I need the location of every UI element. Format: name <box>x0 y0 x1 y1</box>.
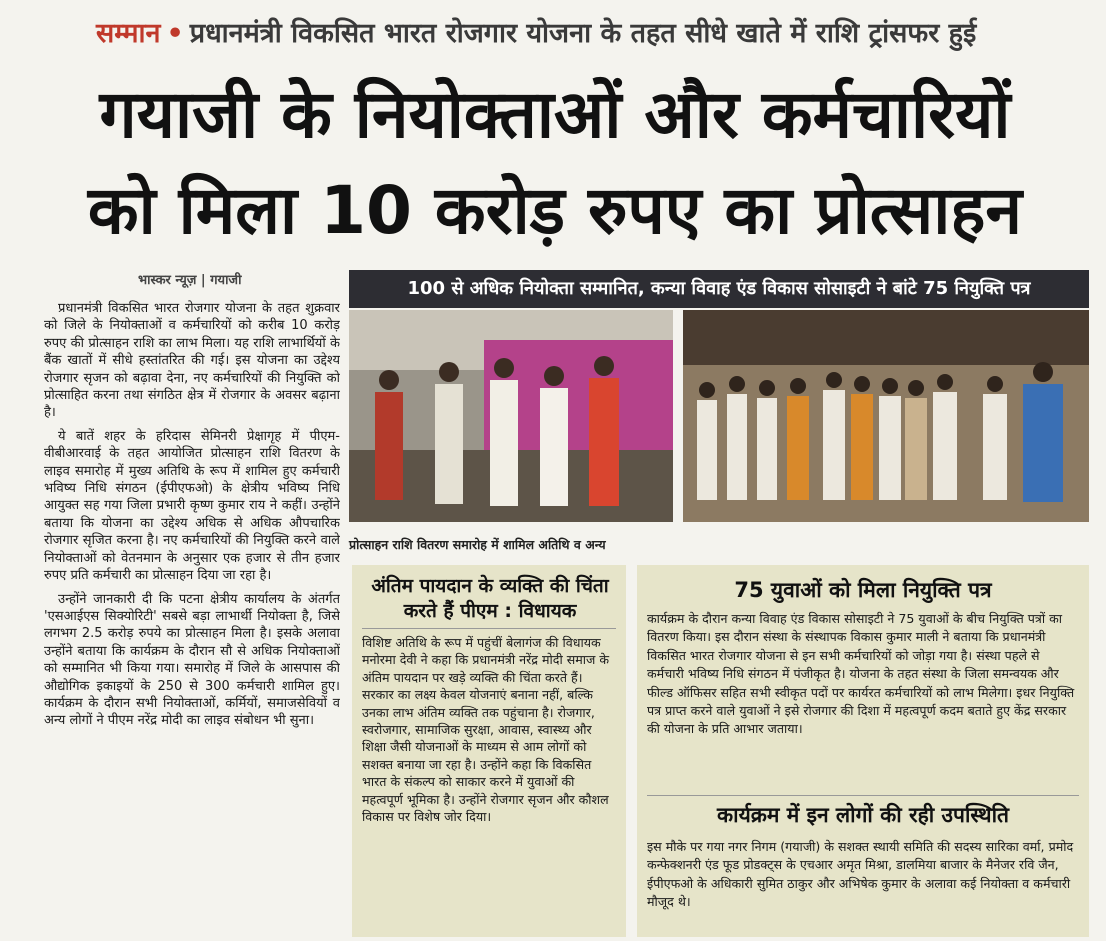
appointment-text: कार्यक्रम के दौरान कन्या विवाह एंड विकास सोसाइटी ने 75 युवाओं के बीच नियुक्ति पत्रों का वितरण किया। इस दौरान संस्था के संस्थापक विकास कुमार माली ने बताया कि प्रधानमंत्री विकसित भारत रोजगार योजना से इन सभी कर्मचारियों को जोड़ा गया है। संस्था पहले से कर्मचारी भविष्य निधि संगठन में पंजीकृत है। योजना के तहत संस्था के जिला समन्वयक और फील्ड ऑफिसर सहित सभी स्वीकृत पदों पर कार्यरत कर्मचारियों को लाभ मिलेगा। इधर नियुक्ति पत्र प्राप्त करने वाले युवाओं ने इसे रोजगार की दिशा में महत्वपूर्ण कदम बताते हुए केंद्र सरकार की योजना के प्रति आभार जताया। <box>647 611 1075 737</box>
body-paragraph: ये बातें शहर के हरिदास सेमिनरी प्रेक्षागृह में पीएम-वीबीआरवाई के तहत आयोजित प्रोत्साहन राशि वितरण के लाइव समारोह में मुख्य अतिथि के रूप में शामिल हुए कर्मचारी भविष्य निधि संगठन (ईपीएफओ) के क्षेत्रीय भविष्य निधि आयुक्त सह गया जिला प्रभारी कृष्ण कुमार राय ने कहीं। उन्होंने बताया कि योजना का उद्देश्य अधिक से अधिक औपचारिक रोजगार सृजित करना है। नए कर्मचारियों की नियुक्ति करने वाले नियोक्ताओं को वेतनमान के अनुसार एक हजार से तीन हजार रुपए प्रति कर्मचारी का प्रोत्साहन दिया जा रहा है। <box>44 428 340 584</box>
mla-sidebar-text: विशिष्ट अतिथि के रूप में पहुंचीं बेलागंज की विधायक मनोरमा देवी ने कहा कि प्रधानमंत्री नरेंद्र मोदी समाज के अंतिम पायदान पर खड़े व्यक्ति की चिंता करते हैं। सरकार का लक्ष्य केवल योजनाएं बनाना नहीं, बल्कि उनका लाभ अंतिम व्यक्ति तक पहुंचाना है। रोजगार, स्वरोजगार, सामाजिक सुरक्षा, आवास, स्वास्थ्य और शिक्षा जैसी योजनाओं के माध्यम से आम लोगों को सशक्त बनाया जा रहा है। उन्होंने कहा कि विकसित भारत के संकल्प को साकार करने में युवाओं की महत्वपूर्ण भूमिका है। उन्होंने रोजगार सृजन और कौशल विकास पर विशेष जोर दिया। <box>362 635 610 825</box>
event-photo-stage-illustration <box>349 310 673 522</box>
event-photo-audience <box>683 310 1089 522</box>
body-paragraph: प्रधानमंत्री विकसित भारत रोजगार योजना के तहत शुक्रवार को जिले के नियोक्ताओं व कर्मचारियों को करीब 10 करोड़ रुपए की प्रोत्साहन राशि का लाभ मिला। यह राशि लाभार्थियों के बैंक खातों में सीधे हस्तांतरित की गई। इस योजना का उद्देश्य रोजगार सृजन को बढ़ावा देना, नए कर्मचारियों की नियुक्ति को प्रोत्साहित करना तथा संगठित क्षेत्र में रोजगार के अवसर बढ़ाना है। <box>44 301 340 421</box>
event-photo-stage <box>349 310 673 522</box>
kicker-bullet: • <box>166 18 184 49</box>
kicker-text: प्रधानमंत्री विकसित भारत रोजगार योजना के तहत सीधे खाते में राशि ट्रांसफर हुई <box>189 18 977 49</box>
body-paragraph: उन्होंने जानकारी दी कि पटना क्षेत्रीय कार्यालय के अंतर्गत 'एसआईएस सिक्योरिटी' सबसे बड़ा लाभार्थी नियोक्ता है, जिसे लगभग 2.5 करोड़ रुपये का प्रोत्साहन मिला है। इसके अलावा उन्होंने बताया कि कार्यक्रम के दौरान सौ से अधिक नियोक्ताओं को सम्मानित भी किया गया। समारोह में जिले के आसपास की औद्योगिक इकाइयों के 250 से 300 कर्मचारी शामिल हुए। कार्यक्रम के दौरान सभी नियोक्ताओं, कर्मियों, समाजसेवियों व अन्य लोगों ने पीएम नरेंद्र मोदी का लाइव संबोधन भी सुना। <box>44 591 340 729</box>
attendance-text: इस मौके पर गया नगर निगम (गयाजी) के सशक्त स्थायी समिति की सदस्य सारिका वर्मा, प्रमोद कन्फेक्शनरी एंड फूड प्रोडक्ट्स के एचआर अमृत मिश्रा, डालमिया बाजार के मैनेजर रवि जैन, ईपीएफओ के अधिकारी सुमित ठाकुर और अभिषेक कुमार के अलावा कई नियोक्ता व कर्मचारी मौजूद थे। <box>647 839 1074 910</box>
kicker-tag: सम्मान <box>96 18 161 49</box>
left-column-body <box>44 300 340 936</box>
photo-banner: 100 से अधिक नियोक्ता सम्मानित, कन्या विवाह एंड विकास सोसाइटी ने बांटे 75 नियुक्ति पत्र <box>349 270 1089 308</box>
event-photo-audience-illustration <box>683 310 1089 522</box>
mla-heading-rule <box>362 628 616 629</box>
headline-line-1: गयाजी के नियोक्ताओं और कर्मचारियों <box>99 76 1011 153</box>
attendance-heading-rule <box>647 795 1079 796</box>
kicker <box>96 14 1096 54</box>
attendance-heading: कार्यक्रम में इन लोगों की रही उपस्थिति <box>717 803 1009 827</box>
mla-sidebar-heading: अंतिम पायदान के व्यक्ति की चिंता करते हैं पीएम : विधायक <box>371 575 609 622</box>
byline: भास्कर न्यूज़ | गयाजी <box>138 273 242 288</box>
photo-caption: प्रोत्साहन राशि वितरण समारोह में शामिल अतिथि व अन्य <box>349 537 606 552</box>
headline-line-2: को मिला 10 करोड़ रुपए का प्रोत्साहन <box>87 172 1023 249</box>
appointment-heading: 75 युवाओं को मिला नियुक्ति पत्र <box>734 578 992 602</box>
